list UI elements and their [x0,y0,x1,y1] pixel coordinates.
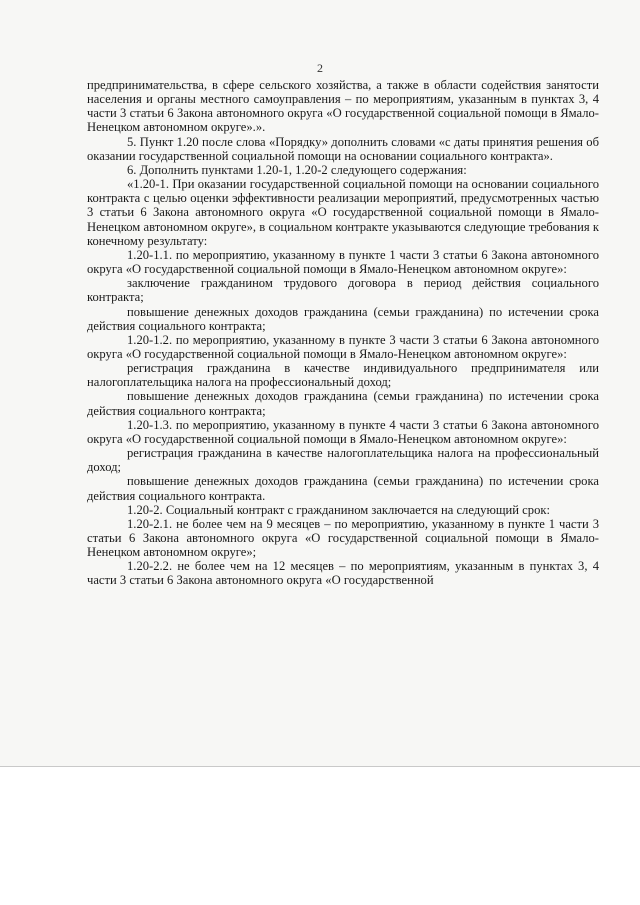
paragraph: 5. Пункт 1.20 после слова «Порядку» дополнить словами «с даты принятия решения об оказании государственной социальной помощи на основании социального контракта». [87,134,599,163]
page-number: 2 [317,61,323,75]
paragraph: повышение денежных доходов гражданина (семьи гражданина) по истечении срока действия социального контракта; [87,389,599,418]
paragraph: 6. Дополнить пунктами 1.20-1, 1.20-2 следующего содержания: [127,162,467,177]
paragraph: заключение гражданином трудового договора в период действия социального контракта; [87,276,599,305]
paragraph: регистрация гражданина в качестве индивидуального предпринимателя или налогоплательщика налога на профессиональный доход; [87,361,599,390]
paragraph: повышение денежных доходов гражданина (семьи гражданина) по истечении срока действия социального контракта; [87,304,599,333]
paragraph: 1.20-1.3. по мероприятию, указанному в пункте 4 части 3 статьи 6 Закона автономного округа «О государственной социальной помощи в Ямало-Ненецком автономном округе»: [87,417,599,446]
document-body [87,78,599,588]
paragraph: регистрация гражданина в качестве налогоплательщика налога на профессиональный доход; [87,446,599,475]
paragraph: 1.20-2.1. не более чем на 9 месяцев – по мероприятию, указанному в пункте 1 части 3 статьи 6 Закона автономного округа «О государственной социальной помощи в Ямало-Ненецком автономном округе»; [87,516,599,560]
paragraph: предпринимательства, в сфере сельского хозяйства, а также в области содействия занятости населения и органы местного самоуправления – по мероприятиям, указанным в пунктах 3, 4 части 3 статьи 6 Закона автономного округа «О государственной социальной помощи в Ямало-Ненецком автономном округе».». [87,78,599,135]
paragraph: 1.20-2.2. не более чем на 12 месяцев – по мероприятиям, указанным в пунктах 3, 4 части 3 статьи 6 Закона автономного округа «О государственной [87,559,599,588]
paragraph: 1.20-2. Социальный контракт с гражданином заключается на следующий срок: [127,502,550,517]
paragraph: повышение денежных доходов гражданина (семьи гражданина) по истечении срока действия социального контракта. [87,474,599,503]
paragraph: «1.20-1. При оказании государственной социальной помощи на основании социального контракта с целью оценки эффективности реализации мероприятий, предусмотренных частью 3 статьи 6 Закона автономного округа «О государственной социальной помощи в Ямало-Ненецком автономном округе», в социальном контракте указываются следующие требования к конечному результату: [87,177,599,248]
paragraph: 1.20-1.2. по мероприятию, указанному в пункте 3 части 3 статьи 6 Закона автономного округа «О государственной социальной помощи в Ямало-Ненецком автономном округе»: [87,332,599,361]
paragraph: 1.20-1.1. по мероприятию, указанному в пункте 1 части 3 статьи 6 Закона автономного округа «О государственной социальной помощи в Ямало-Ненецком автономном округе»: [87,247,599,277]
